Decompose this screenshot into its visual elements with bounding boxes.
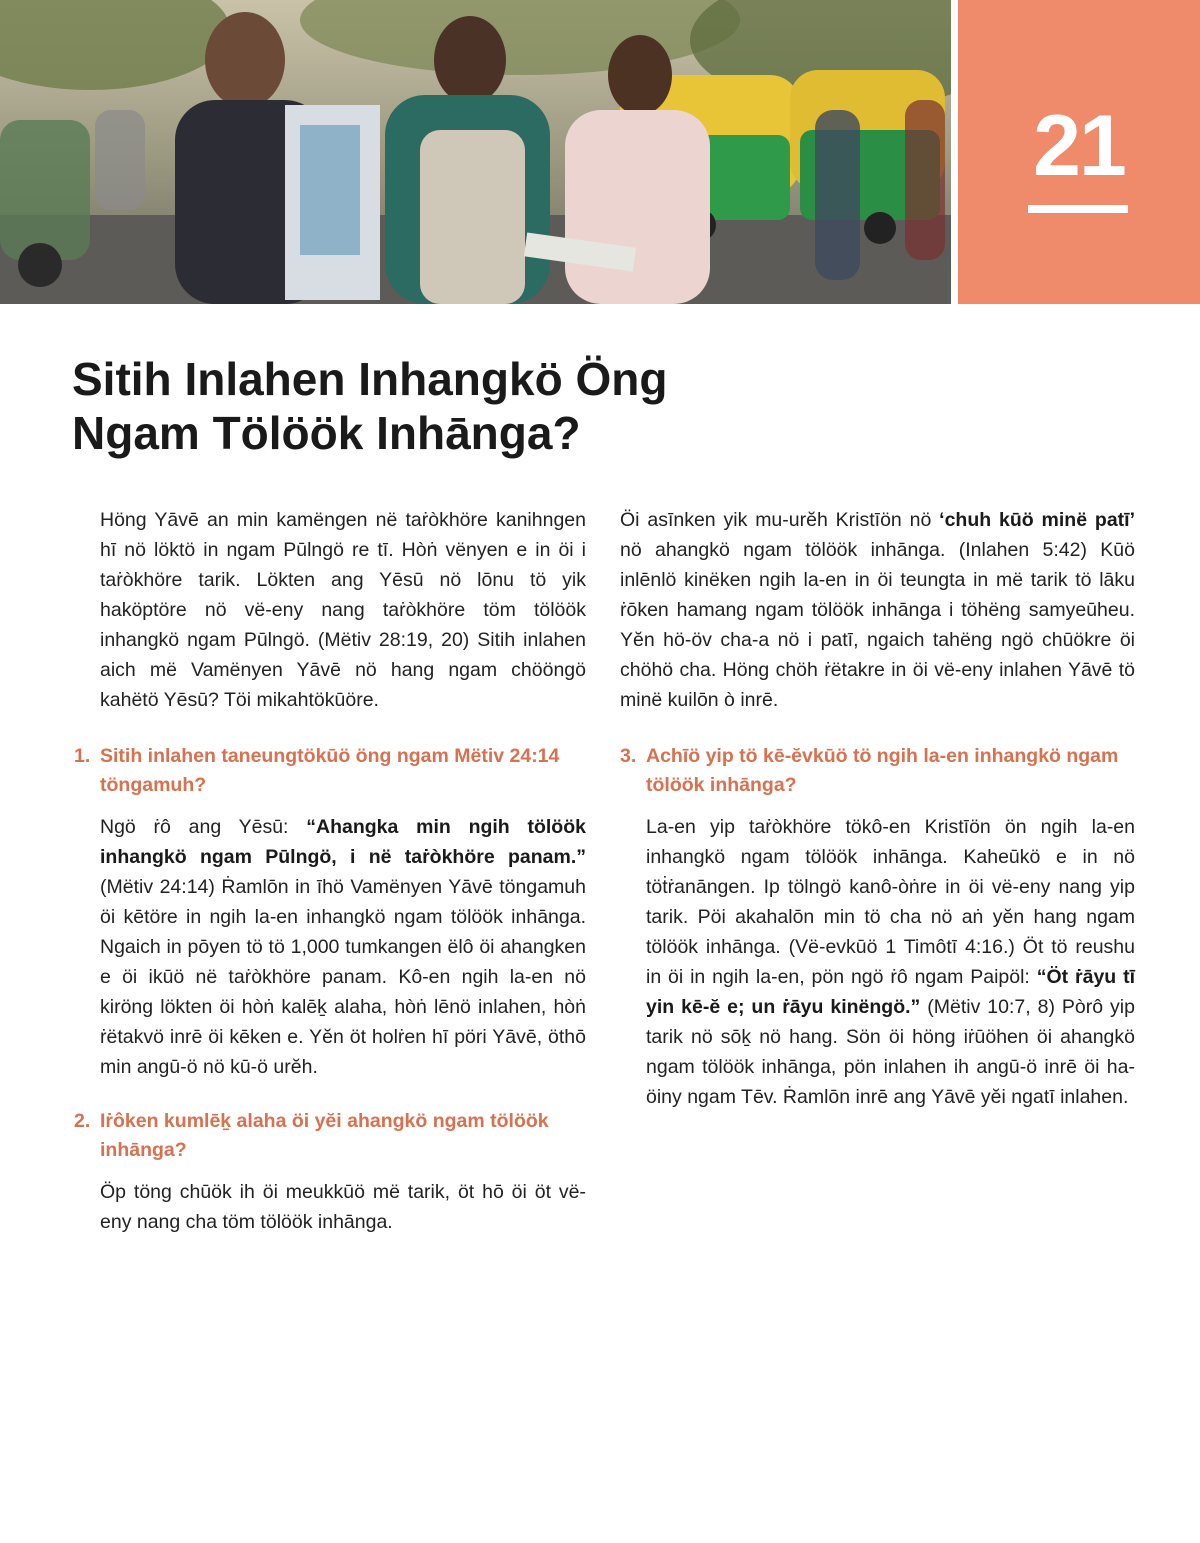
title-line-2: Ngam Tölöök Inhānga? (72, 407, 581, 459)
question-3-heading (620, 742, 1135, 800)
question-2-number: 2. (74, 1110, 91, 1132)
intro-paragraph: Höng Yāvē an min kamëngen në taṙòkhöre kanihngen hī nö löktö in ngam Pūlngö re tī. Hòṅ vënyen e in öi i taṙòkhöre tarik. Lökten ang Yēsū nö lōnu tö yik haköptöre nö vë-eny nang taṙòkhöre töm tölöök inhangkö ngam Pūlngö. (Mëtiv 28:19, 20) Sitih inlahen aich më Vamënyen Yāvē nö hang ngam chööngö kahëtö Yēsū? Töi mikahtökūöre. (100, 509, 586, 711)
right-column (620, 505, 1135, 1112)
answer-1-part-1: Ngö ṙô ang Yēsū: (100, 816, 307, 838)
answer-1-quote: “Ahangka min ngih tölöök inhangkö ngam Pūlngö, i në taṙòkhöre panam.” (100, 816, 586, 868)
answer-3-quote: “Öt ṙāyu tī yin kē-ĕ e; un ṙāyu kinëngö.” (646, 966, 1135, 1018)
answer-2-paragraph-start: Öp töng chūök ih öi meukkūö më tarik, öt hō öi öt vë-eny nang cha töm tölöök inhānga. (100, 1181, 586, 1233)
lesson-number: 21 (1033, 98, 1125, 194)
answer-2-part-1: Öi asīnken yik mu-urĕh Kristīön nö (620, 509, 940, 531)
page-title (72, 352, 872, 460)
answer-3-paragraph (620, 812, 1135, 1112)
question-3-text: Achīö yip tö kē-ĕvkūö tö ngih la-en inhangkö ngam tölöök inhānga? (646, 745, 1119, 796)
question-3-number: 3. (620, 745, 637, 767)
question-2-text: Iṙôken kumlēḵ alaha öi yĕi ahangkö ngam tölöök inhānga? (100, 1110, 549, 1161)
left-column (74, 505, 586, 1237)
hero-photo (0, 0, 951, 304)
answer-3-part-2: (Mëtiv 10:7, 8) Pòrô yip tarik nö sōḵ nö hang. Sön öi höng iṙūöhen öi ahangkö ngam tölöök inhānga, pön inlahen ih angū-ö inrē öi ha-öiny ngam Tēv. Ṙamlōn inrē ang Yāvē yĕi ngatī inlahen. (646, 996, 1135, 1108)
question-1-number: 1. (74, 745, 91, 767)
answer-3-part-1: La-en yip taṙòkhöre tökô-en Kristīön ön ngih la-en inhangkö ngam tölöök inhānga. Kaheūkö e in nö töṫṙanāngen. Ip tölngö kanô-òṅre in öi vë-eny nang yip tarik. Pöi akahalōn min tö cha nö aṅ yĕn hang ngam tölöök inhānga. (Vë-evkūö 1 Timôtī 4:16.) Öt tö reushu in öi in ngih la-en, pön ngö ṙô ngam Paipöl: (646, 816, 1135, 988)
lesson-number-badge (958, 0, 1200, 304)
question-1-heading (74, 742, 586, 800)
question-1-text: Sitih inlahen taneungtökūö öng ngam Mëtiv 24:14 töngamuh? (100, 745, 560, 796)
answer-1-part-2: (Mëtiv 24:14) Ṙamlōn in īhö Vamënyen Yāvē töngamuh öi kētöre in ngih la-en inhangkö ngam tölöök inhānga. Ngaich in pōyen tö tö 1,000 tumkangen ëlô öi ahangken e öi ikūö në taṙòkhöre panam. Kô-en ngih la-en nö kiröng lökten öi hòṅ kalēḵ alaha, hòṅ lēnö inlahen, hòṅ ṙëtakvö inrē öi kēken e. Yĕn öt holṙen hī pöri Yāvē, öthō min angū-ö nö kū-ö urĕh. (100, 876, 586, 1078)
answer-2-quote: ‘chuh kūö minë patī’ (939, 509, 1135, 531)
badge-underline (1028, 205, 1128, 213)
answer-2-paragraph-continued (620, 505, 1135, 715)
title-line-1: Sitih Inlahen Inhangkö Öng (72, 353, 668, 405)
question-2-heading (74, 1107, 586, 1165)
answer-1-paragraph (74, 812, 586, 1082)
street-scene-illustration (0, 0, 951, 304)
answer-2-part-2: nö ahangkö ngam tölöök inhānga. (Inlahen 5:42) Kūö inlēnlö kinëken ngih la-en in öi teungta in më tarik tö lāku ṙōken hamang ngam tölöök inhānga i töhëng samyeūheu. Yĕn hö-öv cha-a nö i patī, ngaich tahëng ngö chūökre öi chöhö cha. Höng chöh ṙëtakre in öi vë-eny inlahen Yāvē tö minë kuilōn ò inrē. (620, 539, 1135, 711)
